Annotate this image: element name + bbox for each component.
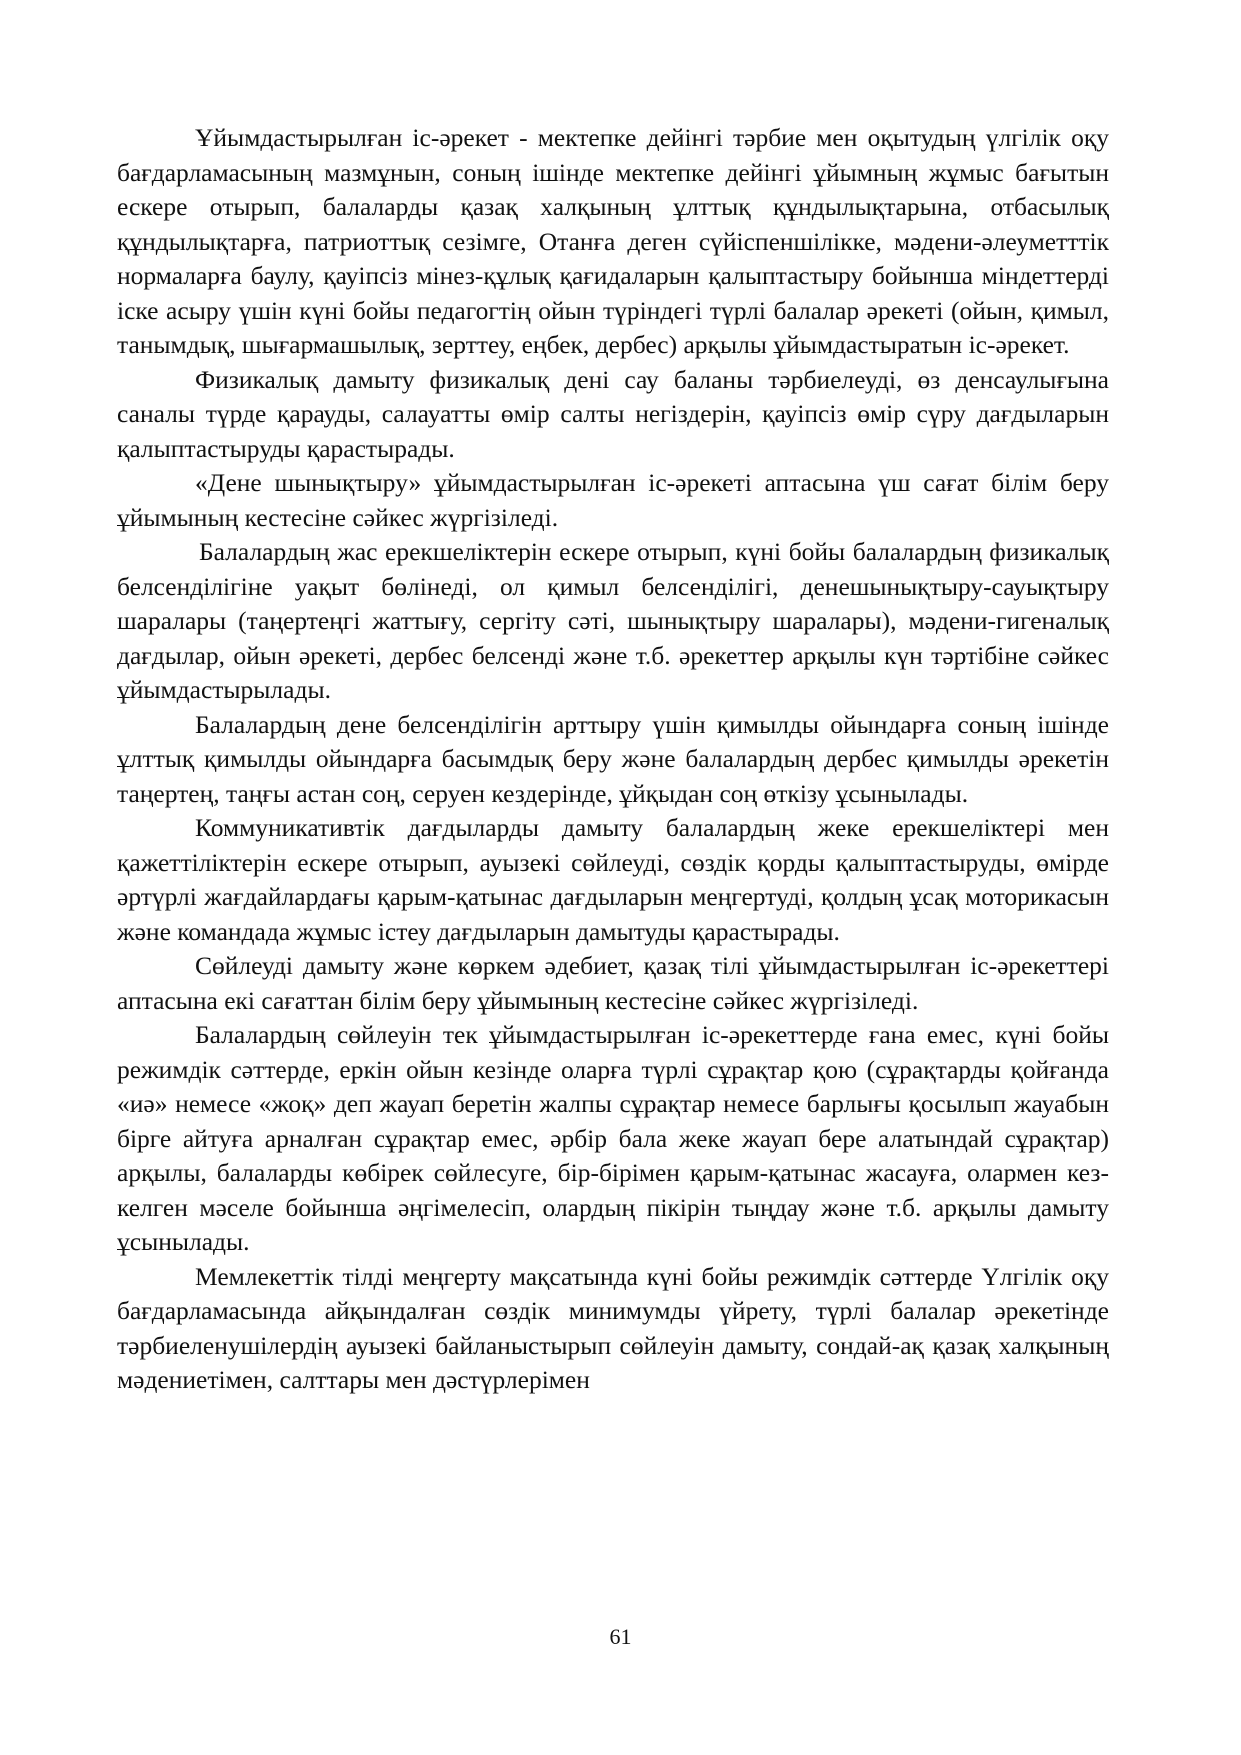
page-number: 61: [609, 1624, 632, 1649]
paragraph-physical-activity: Балалардың жас ерекшеліктерін ескере отырып, күні бойы балалардың физикалық белсенділігіне уақыт бөлінеді, ол қимыл белсенділігі, денешынықтыру-сауықтыру шаралары (таңертеңгі жаттығу, сергіту сәті, шынықтыру шаралары), мәдени-гигеналық дағдылар, ойын әрекеті, дербес белсенді және т.б. әрекеттер арқылы күн тәртібіне сәйкес ұйымдастырылады.: [117, 537, 1109, 704]
paragraph-motor-games: Балалардың дене белсенділігін арттыру үшін қимылды ойындарға соның ішінде ұлттық қимылды ойындарға басымдық беру және балалардың дербес қимылды әрекетін таңертең, таңғы астан соң, серуен кездерінде, ұйқыдан соң өткізу ұсынылады.: [117, 709, 1109, 808]
paragraph-speech-development: Балалардың сөйлеуін тек ұйымдастырылған іс-әрекеттерде ғана емес, күні бойы режимдік сәттерде, еркін ойын кезінде оларға түрлі сұрақтар қою (сұрақтарды қойғанда «иә» немесе «жоқ» деп жауап беретін жалпы сұрақтар немесе барлығы қосылып жауабын бірге айтуға арналған сұрақтар емес, әрбір бала жеке жауап бере алатындай сұрақтар) арқылы, балаларды көбірек сөйлесуге, бір-бірімен қарым-қатынас жасауға, олармен кез-келген мәселе бойынша әңгімелесіп, олардың пікірін тыңдау және т.б. арқылы дамыту ұсынылады.: [117, 1020, 1109, 1256]
paragraph-physical-development: Физикалық дамыту физикалық дені сау баланы тәрбиелеуді, өз денсаулығына саналы түрде қарауды, салауатты өмір салты негіздерін, қауіпсіз өмір сүру дағдыларын қалыптастыруды қарастырады.: [117, 364, 1109, 463]
paragraph-organized-activity: Ұйымдастырылған іс-әрекет - мектепке дейінгі тәрбие мен оқытудың үлгілік оқу бағдарламасының мазмұнын, соның ішінде мектепке дейінгі ұйымның жұмыс бағытын ескере отырып, балаларды қазақ халқының ұлттық құндылықтарына, отбасылық құндылықтарға, патриоттық сезімге, Отанға деген сүйіспеншілікке, мәдени-әлеуметттік нормаларға баулу, қауіпсіз мінез-құлық қағидаларын қалыптастыру бойынша міндеттерді іске асыру үшін күні бойы педагогтің ойын түріндегі түрлі балалар әрекеті (ойын, қимыл, танымдық, шығармашылық, зерттеу, еңбек, дербес) арқылы ұйымдастыратын іс-әрекет.: [117, 123, 1109, 359]
document-body: [117, 121, 1109, 1398]
paragraph-state-language: Мемлекеттік тілді меңгерту мақсатында күні бойы режимдік сәттерде Үлгілік оқу бағдарламасында айқындалған сөздік минимумды үйрету, түрлі балалар әрекетінде тәрбиеленушілердің ауызекі байланыстырып сөйлеуін дамыту, сондай-ақ қазақ халқының мәдениетімен, салттары мен дәстүрлерімен: [117, 1261, 1109, 1394]
paragraph-physical-education-schedule: «Дене шынықтыру» ұйымдастырылған іс-әрекеті аптасына үш сағат білім беру ұйымының кестесіне сәйкес жүргізіледі.: [117, 468, 1109, 532]
paragraph-communicative-skills: Коммуникативтік дағдыларды дамыту балалардың жеке ерекшеліктері мен қажеттіліктерін ескере отырып, ауызекі сөйлеуді, сөздік қорды қалыптастыруды, өмірде әртүрлі жағдайлардағы қарым-қатынас дағдыларын меңгертуді, қолдың ұсақ моторикасын және командада жұмыс істеу дағдыларын дамытуды қарастырады.: [117, 813, 1109, 946]
paragraph-speech-development-schedule: Сөйлеуді дамыту және көркем әдебиет, қазақ тілі ұйымдастырылған іс-әрекеттері аптасына екі сағаттан білім беру ұйымының кестесіне сәйкес жүргізіледі.: [117, 951, 1109, 1015]
